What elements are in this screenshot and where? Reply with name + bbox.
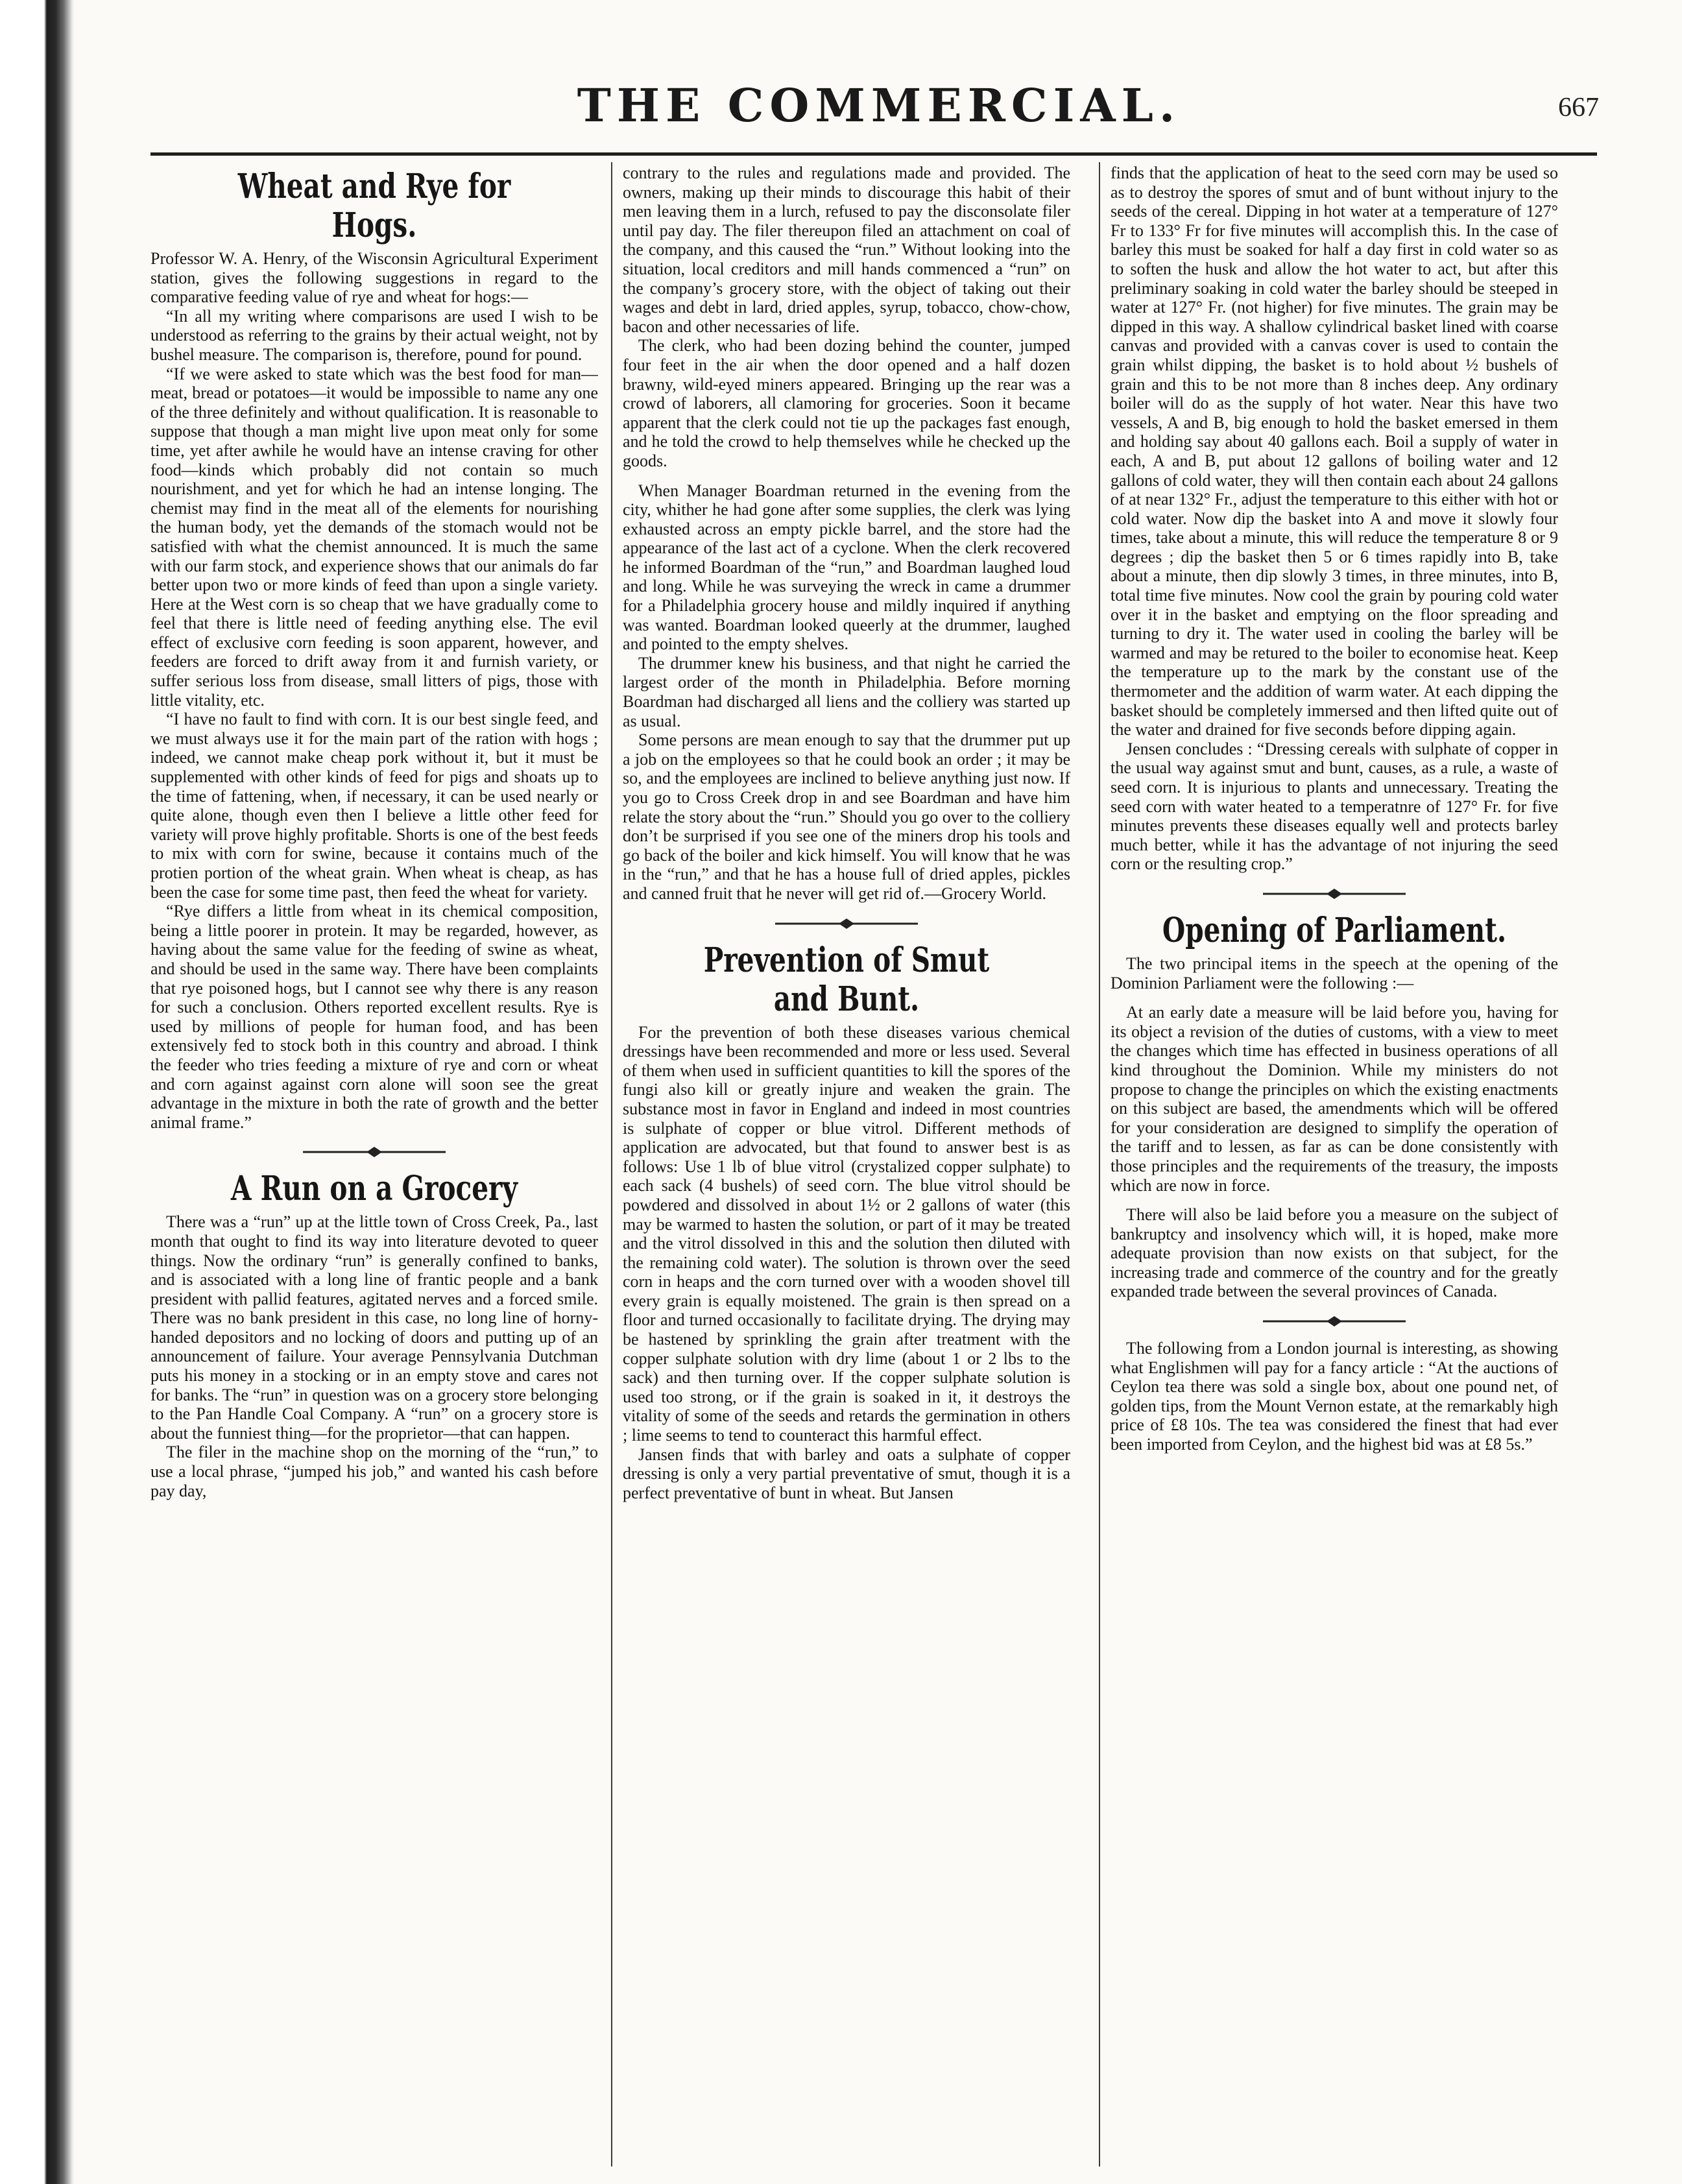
- article-paragraph: contrary to the rules and regulations made and provided. The owners, making up their minds to discourage this habit of their men leaving them in a lurch, refused to pay the disconsolate filer until pay day. The filer thereupon filed an attachment on coal of the company, and this caused the “run.” Without looking into the situation, local creditors and mill hands commenced a “run” on the company’s grocery store, with the object of taking out their wages and debt in lard, dried apples, syrup, tobacco, chow-chow, bacon and other necessaries of life.: [623, 163, 1070, 336]
- article-paragraph: There will also be laid before you a measure on the subject of bankruptcy and insolvency which will, it is hoped, make more adequate provision than now exists on that subject, for the increasing trade and commerce of the country and for the greatly expanded trade between the several provinces of Canada.: [1111, 1205, 1558, 1301]
- masthead-title: THE COMMERCIAL.: [577, 78, 1181, 132]
- article-paragraph: The following from a London journal is interesting, as showing what Englishmen will pay for a fancy article : “At the auctions of Ceylon tea there was sold a single box, about one pound net, of golden tips, from the Mount Vernon estate, at the remarkably high price of £8 10s. The tea was considered the finest that had ever been imported from Ceylon, and the highest bid was at £8 5s.”: [1111, 1339, 1558, 1454]
- article-paragraph: Some persons are mean enough to say that the drummer put up a job on the employees so that he could book an order ; it may be so, and the employees are inclined to believe anything just now. If you go to Cross Creek drop in and see Boardman and have him relate the story about the “run.” Should you go over to the colliery don’t be surprised if you see one of the miners drop his tools and go back of the boiler and kick himself. You will know that he was in the “run,” and that he has a house full of dried apples, pickles and canned fruit that he never will get rid of.—Grocery World.: [623, 730, 1070, 903]
- column-1: [150, 163, 598, 2168]
- article-paragraph: The drummer knew his business, and that night he carried the largest order of the month in Philadelphia. Before morning Boardman had discharged all liens and the colliery was started up as usual.: [623, 653, 1070, 730]
- page-number: 667: [1558, 93, 1599, 123]
- header-rule: [150, 152, 1597, 156]
- article-heading-wheat: Wheat and Rye for Hogs.: [237, 167, 511, 245]
- ornamental-divider: [303, 1146, 446, 1158]
- column-divider: [611, 162, 612, 2166]
- article-heading-parliament: Opening of Parliament.: [1162, 910, 1507, 950]
- ornamental-divider: [1263, 1315, 1406, 1327]
- article-paragraph: The filer in the machine shop on the morning of the “run,” to use a local phrase, “jumped his job,” and wanted his cash before pay day,: [150, 1443, 598, 1500]
- article-paragraph: “In all my writing where comparisons are used I wish to be understood as referring to the grains by their actual weight, not by bushel measure. The comparison is, therefore, pound for pound.: [150, 306, 598, 364]
- article-paragraph: At an early date a measure will be laid before you, having for its object a revision of the duties of customs, with a view to meet the changes which time has effected in business operations of all kind throughout the Dominion. While my ministers do not propose to change the principles on which the existing enactments on this subject are based, the amendments which will be offered for your consideration are designed to simplify the operation of the tariff and to lessen, as far as can be done consistently with those principles and the requirements of the treasury, the imposts which are now in force.: [1111, 1003, 1558, 1195]
- article-heading-grocery: A Run on a Grocery: [231, 1169, 518, 1209]
- article-paragraph: Jansen finds that with barley and oats a sulphate of copper dressing is only a very partial preventative of smut, though it is a perfect preventative of bunt in wheat. But Jansen: [623, 1445, 1070, 1502]
- article-paragraph: Professor W. A. Henry, of the Wisconsin Agricultural Experiment station, gives the following suggestions in regard to the comparative feeding value of rye and wheat for hogs:—: [150, 249, 598, 307]
- binding-edge: [0, 0, 75, 2184]
- ornamental-divider: [1263, 888, 1406, 900]
- column-2: [623, 163, 1070, 2168]
- article-paragraph: For the prevention of both these diseases various chemical dressings have been recommended and more or less used. Several of them when used in sufficient quantities to kill the spores of the fungi also kill or greatly injure and weaken the grain. The substance most in favor in England and indeed in most countries is sulphate of copper or blue vitrol. Different methods of application are advocated, but that found to answer best is as follows: Use 1 lb of blue vitrol (crystalized copper sulphate) to each sack (4 bushels) of seed corn. The blue vitrol should be powdered and dissolved in about 1½ or 2 gallons of water (this may be warmed to hasten the solution, or part of it may be treated and the vitrol dissolved in this and the solution then diluted with the remaining cold water). The solution is thrown over the seed corn in heaps and the corn turned over with a wooden shovel till every grain is equally moistened. The grain is then spread on a floor and turned occasionally to facilitate drying. The drying may be hastened by sprinkling the grain after treatment with the copper sulphate solution with dry lime (about 1 or 2 lbs to the sack) and then turning over. If the copper sulphate solution is used too strong, or if the grain is soaked in it, it destroys the vitality of some of the seeds and retards the germination in others ; lime seems to tend to counteract this harmful effect.: [623, 1022, 1070, 1445]
- article-paragraph: “Rye differs a little from wheat in its chemical composition, being a little poorer in protein. It may be regarded, however, as having about the same value for the feeding of swine as wheat, and should be used in the same way. There have been complaints that rye poisoned hogs, but I cannot see why there is any reason for such a conclusion. Others reported excellent results. Rye is used by millions of people for human food, and has been extensively fed to stock both in this country and abroad. I think the feeder who tries feeding a mixture of rye and corn or wheat and corn against against corn alone will soon see the great advantage in the mixture in both the rate of growth and the better animal frame.”: [150, 902, 598, 1132]
- article-paragraph: “If we were asked to state which was the best food for man—meat, bread or potatoes—it would be impossible to name any one of the three definitely and without qualification. It is reasonable to suppose that though a man might live upon meat only for some time, yet after awhile he would have an intense craving for other food—kinds which probably did not contain so much nourishment, and yet for which he had an intense longing. The chemist may find in the meat all of the elements for nourishing the human body, yet the demands of the stomach would not be satisfied with what the chemist announced. It is much the same with our farm stock, and experience shows that our animals do far better upon two or more kinds of feed than upon a single variety. Here at the West corn is so cheap that we have gradually come to feel that there is little need of feeding anything else. The evil effect of exclusive corn feeding is soon apparent, however, and feeders are forced to drift away from it and furnish variety, or suffer serious loss from disease, small litters of pigs, those with little vitality, etc.: [150, 364, 598, 710]
- article-paragraph: The clerk, who had been dozing behind the counter, jumped four feet in the air when the door opened and a half dozen brawny, wild-eyed miners appeared. Bringing up the rear was a crowd of laborers, all clamoring for groceries. Soon it became apparent that the clerk could not tie up the packages fast enough, and he told the crowd to help themselves while he checked up the goods.: [623, 336, 1070, 470]
- column-divider: [1099, 162, 1100, 2166]
- article-paragraph: There was a “run” up at the little town of Cross Creek, Pa., last month that ought to find its way into literature devoted to queer things. Now the ordinary “run” is generally confined to banks, and is associated with a long line of frantic people and a bank president with pallid features, agitated nerves and a forced smile. There was no bank president in this case, no long line of horny-handed depositors and no locking of doors and putting up of an announcement of failure. Your average Pennsylvania Dutchman puts his money in a stocking or in an empty stove and cares not for banks. The “run” in question was on a grocery store belonging to the Pan Handle Coal Company. A “run” on a grocery store is about the funniest thing—for the proprietor—that can happen.: [150, 1212, 598, 1443]
- ornamental-divider: [775, 918, 918, 930]
- article-paragraph: “I have no fault to find with corn. It is our best single feed, and we must always use it for the main part of the ration with hogs ; indeed, we cannot make cheap pork without it, but it must be supplemented with other kinds of feed for pigs and shoats up to the time of fattening, when, if necessary, it can be used nearly or quite alone, though even then I believe a little other feed for variety will prove highly profitable. Shorts is one of the best feeds to mix with corn for swine, because it contains much of the protien portion of the wheat grain. When wheat is cheap, as has been the case for some time past, then feed the wheat for variety.: [150, 710, 598, 902]
- article-paragraph: Jensen concludes : “Dressing cereals with sulphate of copper in the usual way against smut and bunt, causes, as a rule, a waste of seed corn. It is injurious to plants and unnecessary. Treating the seed corn with water heated to a temperatnre of 127° Fr. for five minutes prevents these diseases equally well and protects barley much better, while it has the advantage of not injuring the seed corn or the resulting crop.”: [1111, 739, 1558, 874]
- article-paragraph: When Manager Boardman returned in the evening from the city, whither he had gone after some supplies, the clerk was lying exhausted across an empty pickle barrel, and the store had the appearance of the last act of a cyclone. When the clerk recovered he informed Boardman of the “run,” and Boardman laughed loud and long. While he was surveying the wreck in came a drummer for a Philadelphia grocery house and mildly inquired if anything was wanted. Boardman looked queerly at the drummer, laughed and pointed to the empty shelves.: [623, 481, 1070, 654]
- column-3: [1111, 163, 1558, 2168]
- article-paragraph: The two principal items in the speech at the opening of the Dominion Parliament were the following :—: [1111, 954, 1558, 992]
- article-paragraph: finds that the application of heat to the seed corn may be used so as to destroy the spores of smut and of bunt without injury to the seeds of the cereal. Dipping in hot water at a temperature of 127° Fr to 133° Fr for five minutes will accomplish this. In the case of barley this must be soaked for half a day first in cold water so as to soften the husk and allow the hot water to act, but after this preliminary soaking in cold water the barley should be steeped in water at 127° Fr. (not higher) for five minutes. The grain may be dipped in this way. A shallow cylindrical basket lined with coarse canvas and provided with a canvas cover is used to contain the grain whilst dipping, the basket is to hold about ½ bushels of grain and this to be not more than 8 inches deep. Any ordinary boiler will do as the supply of hot water. Near this have two vessels, A and B, big enough to hold the basket emersed in them and holding say about 40 gallons each. Boil a supply of water in each, A and B, put about 12 gallons of boiling water and 12 gallons of cold water, they will then contain each about 24 gallons of at near 132° Fr., adjust the temperature to this either with hot or cold water. Now dip the basket into A and move it slowly four times, take about a minute, this will reduce the temperature 8 or 9 degrees ; dip the basket then 5 or 6 times rapidly into B, take about a minute, then dip slowly 3 times, in three minutes, into B, total time five minutes. Now cool the grain by pouring cold water over it in the basket and emptying on the floor spreading and turning to dry it. The water used in cooling the barley will be warmed and may be retured to the boiler to economise heat. Keep the temperature up to the mark by the constant use of the thermometer and the addition of warm water. At each dipping the basket should be completely immersed and then lifted quite out of the water and drained for five seconds before dipping again.: [1111, 163, 1558, 739]
- article-heading-smut: Prevention of Smut and Bunt.: [703, 940, 990, 1019]
